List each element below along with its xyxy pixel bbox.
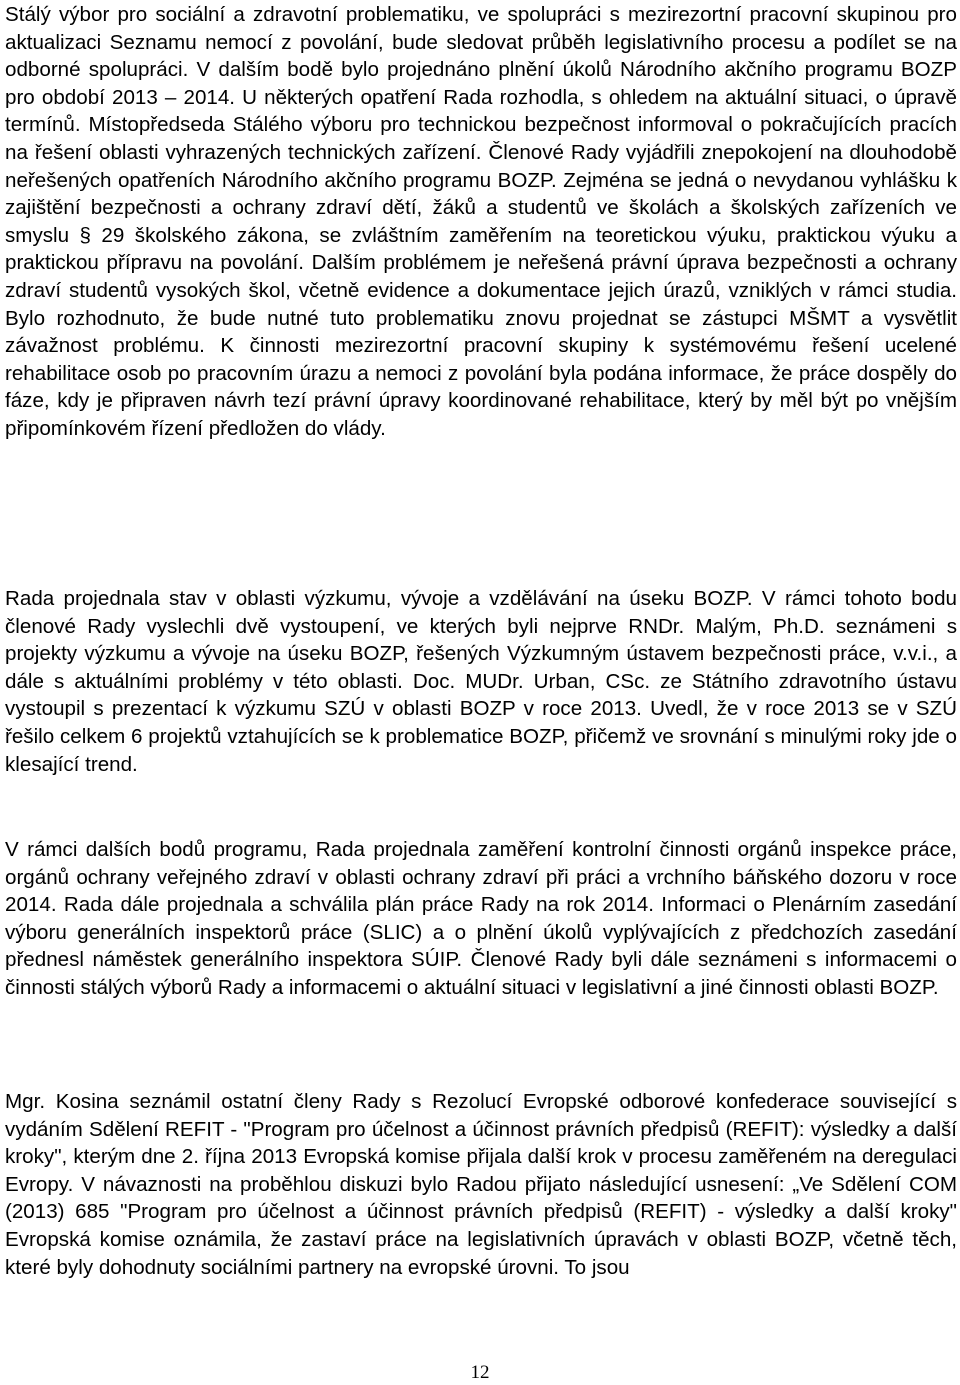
paragraph-research-report: Rada projednala stav v oblasti výzkumu, vývoje a vzdělávání na úseku BOZP. V rámci tohoto bodu členové Rady vyslechli dvě vystoupení, ve kterých byli nejprve RNDr. Malým, Ph.D. seznámeni s projekty výzkumu a vývoje na úseku BOZP, řešených Výzkumným ústavem bezpečnosti práce, v.v.i., a dále s aktuálními problémy v této oblasti. Doc. MUDr. Urban, CSc. ze Státního zdravotního ústavu vystoupil s prezentací k výzkumu SZÚ v oblasti BOZP v roce 2013. Uvedl, že v roce 2013 se v SZÚ řešilo celkem 6 projektů vztahujících se k problematice BOZP, přičemž ve srovnání s minulými roky jde o klesající trend. [5, 587, 957, 776]
paragraph-committee-report: Stálý výbor pro sociální a zdravotní problematiku, ve spolupráci s mezirezortní pracovní skupinou pro aktualizaci Seznamu nemocí z povolání, bude sledovat průběh legislativního procesu a podílet se na odborné spolupráci. V dalším bodě bylo projednáno plnění úkolů Národního akčního programu BOZP pro období 2013 – 2014. U některých opatření Rada rozhodla, s ohledem na aktuální situaci, o úpravě termínů. Místopředseda Stálého výboru pro technickou bezpečnost informoval o pokračujících pracích na řešení oblasti vyhrazených technických zařízení. Členové Rady vyjádřili znepokojení na dlouhodobě neřešených opatřeních Národního akčního programu BOZP. Zejména se jedná o nevydanou vyhlášku k zajištění bezpečnosti a ochrany zdraví dětí, žáků a studentů ve školách a školských zařízeních ve smyslu § 29 školského zákona, se zvláštním zaměřením na teoretickou výuku, praktickou výuku a praktickou přípravu na povolání. Dalším problémem je neřešená právní úprava bezpečnosti a ochrany zdraví studentů vysokých škol, včetně evidence a dokumentace jejich úrazů, vzniklých v rámci studia. Bylo rozhodnuto, že bude nutné tuto problematiku znovu projednat se zástupci MŠMT a vysvětlit závažnost problému. K činnosti mezirezortní pracovní skupiny k systémovému řešení ucelené rehabilitace osob po pracovním úrazu a nemoci z povolání byla podána informace, že práce dospěly do fáze, kdy je připraven návrh tezí právní úpravy koordinované rehabilitace, který by měl být po vnějším připomínkovém řízení předložen do vlády. [5, 3, 957, 440]
paragraph-inspection-plan: V rámci dalších bodů programu, Rada projednala zaměření kontrolní činnosti orgánů inspekce práce, orgánů ochrany veřejného zdraví v oblasti ochrany zdraví při práci a vrchního báňského dozoru v roce 2014. Rada dále projednala a schválila plán práce Rady na rok 2014. Informaci o Plenárním zasedání výboru generálních inspektorů práce (SLIC) a o plnění úkolů vyplývajících z předchozích zasedání přednesl náměstek generálního inspektora SÚIP. Členové Rady byli dále seznámeni s informacemi o činnosti stálých výborů Rady a informacemi o aktuální situaci v legislativní a jiné činnosti oblasti BOZP. [5, 838, 957, 999]
page-number: 12 [470, 1362, 490, 1383]
paragraph-refit-resolution: Mgr. Kosina seznámil ostatní členy Rady s Rezolucí Evropské odborové konfederace související s vydáním Sdělení REFIT - "Program pro účelnost a účinnost právních předpisů (REFIT): výsledky a další kroky", kterým dne 2. října 2013 Evropská komise přijala další krok v procesu zaměřeném na deregulaci Evropy. V návaznosti na proběhlou diskuzi bylo Radou přijato následující usnesení: „Ve Sdělení COM (2013) 685 "Program pro účelnost a účinnost právních předpisů (REFIT) - výsledky a další kroky" Evropská komise oznámila, že zastaví práce na legislativních úpravách v oblasti BOZP, včetně těch, které byly dohodnuty sociálními partnery na evropské úrovni. To jsou [5, 1090, 957, 1279]
document-page [5, 0, 957, 1385]
